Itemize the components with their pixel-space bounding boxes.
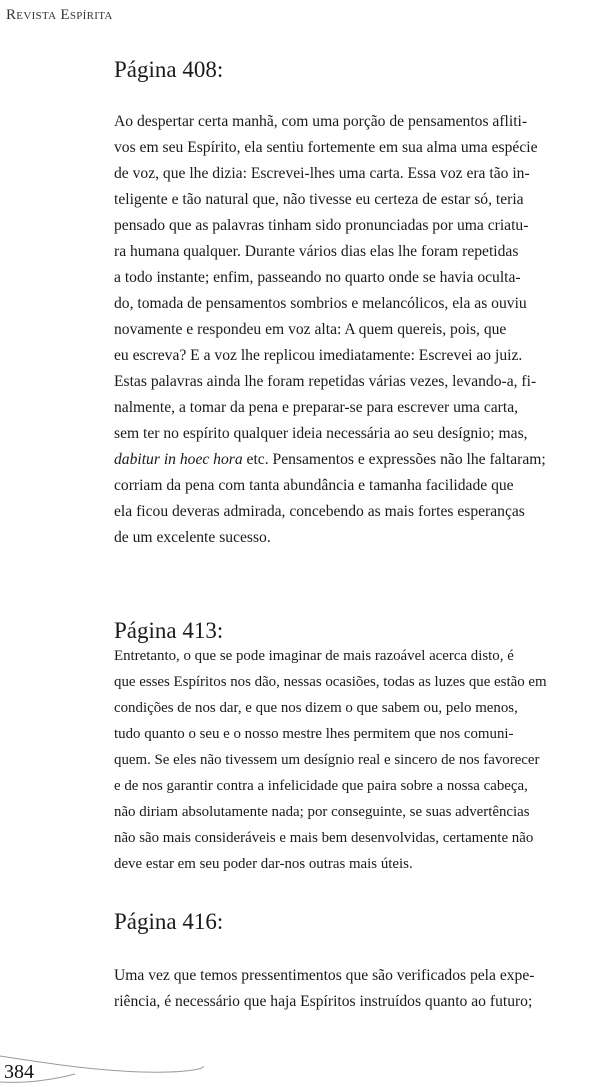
text-line: ela ficou deveras admirada, concebendo as mais fortes esperanças xyxy=(114,503,525,520)
section-pagina-416 xyxy=(114,908,602,936)
text-line: etc. Pensamentos e expressões não lhe faltaram; xyxy=(242,451,546,468)
text-line: Uma vez que temos pressentimentos que são verificados pela expe- xyxy=(114,967,535,984)
section-416-body xyxy=(114,963,602,1015)
text-line: tudo quanto o seu e o nosso mestre lhes permitem que nos comuni- xyxy=(114,726,514,742)
text-line: nalmente, a tomar da pena e preparar-se para escrever uma carta, xyxy=(114,399,519,416)
text-line: não são mais consideráveis e mais bem desenvolvidas, certamente não xyxy=(114,830,534,846)
text-line: pensado que as palavras tinham sido pronunciadas por uma criatu- xyxy=(114,217,529,234)
text-line: Ao despertar certa manhã, com uma porção de pensamentos afliti- xyxy=(114,113,528,130)
text-line: vos em seu Espírito, ela sentiu fortemente em sua alma uma espécie xyxy=(114,139,538,156)
text-line: ra humana qualquer. Durante vários dias elas lhe foram repetidas xyxy=(114,243,519,260)
text-line: sem ter no espírito qualquer ideia necessária ao seu desígnio; mas, xyxy=(114,425,528,442)
section-heading: Página 408: xyxy=(114,57,224,82)
section-408-body xyxy=(114,109,602,551)
text-line: do, tomada de pensamentos sombrios e melancólicos, ela as ouviu xyxy=(114,295,527,312)
text-line: novamente e respondeu em voz alta: A quem quereis, pois, que xyxy=(114,321,507,338)
paragraph xyxy=(114,643,602,877)
section-pagina-413 xyxy=(114,617,602,645)
text-line: que esses Espíritos nos dão, nessas ocasiões, todas as luzes que estão em xyxy=(114,674,547,690)
text-line: e de nos garantir contra a infelicidade que paira sobre a nossa cabeça, xyxy=(114,778,528,794)
text-line: riência, é necessário que haja Espíritos instruídos quanto ao futuro; xyxy=(114,993,533,1010)
latin-phrase: dabitur in hoec hora xyxy=(114,451,243,468)
text-line: corriam da pena com tanta abundância e tamanha facilidade que xyxy=(114,477,514,494)
section-heading: Página 413: xyxy=(114,618,224,643)
text-line: teligente e tão natural que, não tivesse eu certeza de estar só, teria xyxy=(114,191,524,208)
section-pagina-408 xyxy=(114,56,602,84)
page-number: 384 xyxy=(4,1061,34,1083)
text-line: eu escreva? E a voz lhe replicou imediatamente: Escrevei ao juiz. xyxy=(114,347,523,364)
section-413-body xyxy=(114,643,602,877)
text-line: não diriam absolutamente nada; por conseguinte, se suas advertências xyxy=(114,804,530,820)
text-line: quem. Se eles não tivessem um desígnio real e sincero de nos favorecer xyxy=(114,752,540,768)
paragraph xyxy=(114,109,602,551)
text-line: Estas palavras ainda lhe foram repetidas várias vezes, levando-a, fi- xyxy=(114,373,537,390)
text-line: deve estar em seu poder dar-nos outras mais úteis. xyxy=(114,856,413,872)
section-heading: Página 416: xyxy=(114,909,224,934)
text-line: de voz, que lhe dizia: Escrevei-lhes uma carta. Essa voz era tão in- xyxy=(114,165,530,182)
text-line: Entretanto, o que se pode imaginar de mais razoável acerca disto, é xyxy=(114,648,514,664)
text-line: condições de nos dar, e que nos dizem o que sabem ou, pelo menos, xyxy=(114,700,518,716)
paragraph xyxy=(114,963,602,1015)
running-head: Revista Espírita xyxy=(6,7,113,23)
text-line: a todo instante; enfim, passeando no quarto onde se havia oculta- xyxy=(114,269,521,286)
text-line: de um excelente sucesso. xyxy=(114,529,271,546)
